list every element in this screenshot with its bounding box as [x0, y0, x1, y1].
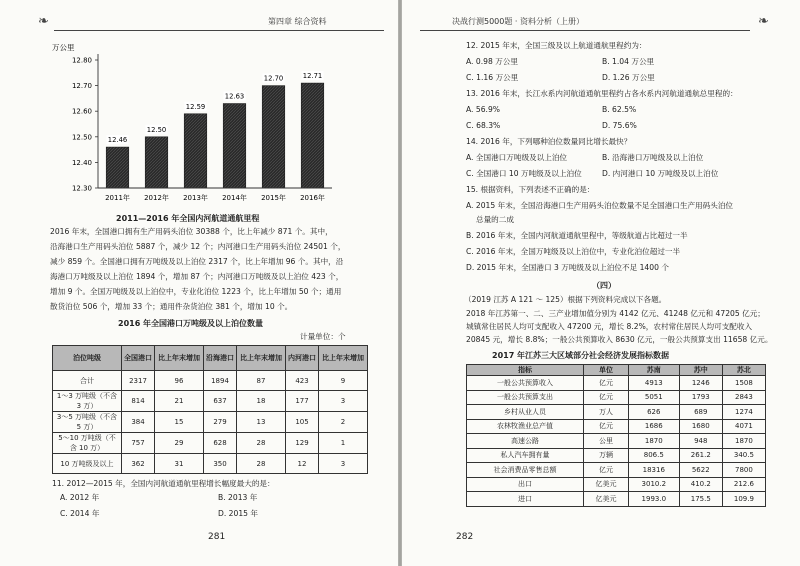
value-cell: 1870 — [628, 434, 679, 449]
value-cell: 279 — [204, 412, 237, 433]
row-label-cell: 1～3 万吨级（不含 3 万） — [53, 391, 122, 412]
value-cell: 12 — [286, 454, 319, 474]
ornament-icon: ❧ — [758, 14, 769, 29]
paragraph-line: 减少 859 个。全国港口拥有万吨级及以上泊位 2317 个，比上年增加 96 个。其中，沿 — [50, 257, 344, 266]
value-cell: 350 — [204, 454, 237, 474]
q12-option-d[interactable]: D. 1.26 万公里 — [602, 73, 655, 82]
q13-option-c[interactable]: C. 68.3% — [466, 121, 501, 130]
value-label: 12.70 — [263, 74, 284, 83]
y-axis-label: 万公里 — [52, 43, 75, 52]
question-14: 14. 2016 年，下列哪种泊位数量同比增长最快？ — [466, 137, 632, 146]
value-cell: 1793 — [679, 390, 722, 405]
y-tick-label: 12.40 — [71, 158, 92, 167]
q15-option-c[interactable]: C. 2016 年末，全国万吨级及以上泊位中，专业化泊位超过一半 — [466, 247, 681, 256]
value-cell: 806.5 — [628, 448, 679, 463]
q15-option-a[interactable]: A. 2015 年末，全国沿海港口生产用码头泊位数量不足全国港口生产用码头泊位 — [466, 201, 734, 210]
table-row — [53, 412, 368, 433]
q13-option-d[interactable]: D. 75.6% — [602, 121, 637, 130]
value-cell: 814 — [122, 391, 155, 412]
value-cell: 1686 — [628, 419, 679, 434]
y-tick-label: 12.60 — [71, 107, 92, 116]
bar-2013年 — [184, 114, 207, 188]
value-cell: 261.2 — [679, 448, 722, 463]
value-cell: 公里 — [584, 434, 629, 449]
value-cell: 109.9 — [722, 492, 765, 507]
y-tick-label: 12.80 — [71, 56, 92, 65]
bars — [106, 71, 324, 188]
value-cell: 410.2 — [679, 477, 722, 492]
column-header: 比上年末增加 — [155, 346, 204, 371]
row-label-cell: 农林牧渔业总产值 — [467, 419, 584, 434]
value-cell: 亿元 — [584, 419, 629, 434]
value-cell: 1508 — [722, 376, 765, 391]
value-cell: 1 — [319, 433, 368, 454]
paragraph-line: 2016 年末，全国港口拥有生产用码头泊位 30388 个，比上年减少 871 个。其中， — [50, 227, 333, 236]
value-cell: 177 — [286, 391, 319, 412]
value-cell: 1870 — [722, 434, 765, 449]
question-13: 13. 2016 年末，长江水系内河航道通航里程约占各水系内河航道通航总里程的： — [466, 89, 738, 98]
port-table-unit: 计量单位：个 — [300, 332, 346, 341]
question-12: 12. 2015 年末，全国三级及以上航道通航里程约为： — [466, 41, 647, 50]
row-label-cell: 私人汽车拥有量 — [467, 448, 584, 463]
x-ticks — [105, 193, 325, 202]
value-cell: 亿元 — [584, 463, 629, 478]
value-cell: 212.6 — [722, 477, 765, 492]
right-page — [402, 0, 800, 566]
value-cell: 28 — [237, 433, 286, 454]
jiangsu-table-title: 2017 年江苏三大区域部分社会经济发展指标数据 — [492, 351, 670, 360]
value-cell: 87 — [237, 371, 286, 391]
row-label-cell: 5～10 万吨级（不含 10 万） — [53, 433, 122, 454]
value-cell: 689 — [679, 405, 722, 420]
table-row — [53, 371, 368, 391]
value-cell: 15 — [155, 412, 204, 433]
row-label-cell: 乡村从业人员 — [467, 405, 584, 420]
q14-option-d[interactable]: D. 内河港口 10 万吨级及以上泊位 — [602, 169, 719, 178]
paragraph-line: 增加 9 个。全国万吨级及以上泊位中，专业化泊位 1223 个，比上年增加 50 个；通用 — [50, 287, 342, 296]
row-label-cell: 进口 — [467, 492, 584, 507]
paragraph-line: 沿海港口生产用码头泊位 5887 个，减少 12 个；内河港口生产用码头泊位 24501 个， — [50, 242, 346, 251]
q14-option-a[interactable]: A. 全国港口万吨级及以上泊位 — [466, 153, 568, 162]
value-cell: 4071 — [722, 419, 765, 434]
table-row — [53, 433, 368, 454]
question-11: 11. 2012—2015 年，全国内河航道通航里程增长幅度最大的是： — [52, 479, 275, 488]
value-cell: 亿元 — [584, 376, 629, 391]
paragraph-line: 海港口万吨级及以上泊位 1894 个，增加 87 个；内河港口万吨级及以上泊位 423 个， — [50, 272, 344, 281]
q12-option-a[interactable]: A. 0.98 万公里 — [466, 57, 518, 66]
column-header: 单位 — [584, 365, 629, 376]
value-label: 12.46 — [107, 136, 128, 145]
q11-option-c[interactable]: C. 2014 年 — [60, 509, 100, 518]
value-cell: 1274 — [722, 405, 765, 420]
column-header: 沿海港口 — [204, 346, 237, 371]
row-label-cell: 3～5 万吨级（不含 5 万） — [53, 412, 122, 433]
table-row — [467, 390, 766, 405]
value-cell: 5622 — [679, 463, 722, 478]
value-label: 12.50 — [146, 125, 167, 134]
row-label-cell: 合计 — [53, 371, 122, 391]
q15-option-b[interactable]: B. 2016 年末，全国内河航道通航里程中，等级航道占比超过一半 — [466, 231, 688, 240]
bar-2016年 — [301, 83, 324, 188]
value-cell: 21 — [155, 391, 204, 412]
column-header: 比上年末增加 — [319, 346, 368, 371]
paragraph-line: 20845 元，增长 8.8%；一般公共预算收入 8630 亿元，一般公共预算支出 11658 亿元。 — [466, 335, 773, 344]
column-header: 比上年末增加 — [237, 346, 286, 371]
question-15: 15. 根据资料，下列表述不正确的是： — [466, 185, 595, 194]
x-tick-label: 2011年 — [105, 194, 130, 202]
value-cell: 13 — [237, 412, 286, 433]
value-cell: 9 — [319, 371, 368, 391]
value-cell: 3010.2 — [628, 477, 679, 492]
column-header: 苏中 — [679, 365, 722, 376]
table-row — [467, 376, 766, 391]
value-cell: 2843 — [722, 390, 765, 405]
left-page-number: 281 — [208, 532, 226, 542]
column-header: 指标 — [467, 365, 584, 376]
left-header-rule — [54, 30, 384, 31]
q11-option-d[interactable]: D. 2015 年 — [218, 509, 259, 518]
paragraph-line: 2018 年江苏第一、二、三产业增加值分别为 4142 亿元、41248 亿元和 47205 亿元； — [466, 309, 765, 318]
value-cell: 1680 — [679, 419, 722, 434]
value-cell: 175.5 — [679, 492, 722, 507]
value-cell: 105 — [286, 412, 319, 433]
row-label-cell: 高速公路 — [467, 434, 584, 449]
value-cell: 626 — [628, 405, 679, 420]
row-label-cell: 社会消费品零售总额 — [467, 463, 584, 478]
bar-2014年 — [223, 104, 246, 188]
value-cell: 28 — [237, 454, 286, 474]
table-row — [467, 419, 766, 434]
value-label: 12.63 — [224, 92, 245, 101]
paragraph-line: 散货泊位 506 个，增加 33 个；通用件杂货泊位 381 个，增加 10 个。 — [50, 302, 293, 311]
bar-2012年 — [145, 137, 168, 188]
value-cell: 万人 — [584, 405, 629, 420]
value-cell: 亿美元 — [584, 492, 629, 507]
table-row — [53, 454, 368, 474]
value-cell: 1894 — [204, 371, 237, 391]
row-label-cell: 出口 — [467, 477, 584, 492]
value-cell: 亿元 — [584, 390, 629, 405]
right-running-header: 决战行测5000题 · 资料分析（上册） — [452, 17, 584, 26]
x-tick-label: 2013年 — [183, 194, 208, 202]
q11-option-b[interactable]: B. 2013 年 — [218, 493, 258, 502]
bar-chart — [50, 38, 340, 213]
table-row — [467, 492, 766, 507]
bar-2011年 — [106, 147, 129, 188]
value-cell: 18 — [237, 391, 286, 412]
x-tick-label: 2012年 — [144, 194, 169, 202]
x-tick-label: 2015年 — [261, 194, 286, 202]
table-row — [467, 463, 766, 478]
paragraph-line: 城镇常住居民人均可支配收入 47200 元，增长 8.2%，农村常住居民人均可支配收入 — [466, 322, 753, 331]
right-page-number: 282 — [456, 532, 474, 542]
value-cell: 628 — [204, 433, 237, 454]
value-cell: 1246 — [679, 376, 722, 391]
port-table-title: 2016 年全国港口万吨级及以上泊位数量 — [118, 319, 264, 328]
value-cell: 4913 — [628, 376, 679, 391]
table-row — [467, 448, 766, 463]
ornament-icon: ❧ — [38, 14, 49, 29]
q12-option-c[interactable]: C. 1.16 万公里 — [466, 73, 519, 82]
q12-option-b[interactable]: B. 1.04 万公里 — [602, 57, 655, 66]
y-tick-label: 12.50 — [71, 133, 92, 142]
value-cell: 18316 — [628, 463, 679, 478]
value-cell: 948 — [679, 434, 722, 449]
value-cell: 129 — [286, 433, 319, 454]
port-berth-table — [52, 345, 368, 474]
left-page — [0, 0, 398, 566]
column-header: 全国港口 — [122, 346, 155, 371]
x-tick-label: 2014年 — [222, 194, 247, 202]
row-label-cell: 一般公共预算收入 — [467, 376, 584, 391]
value-cell: 万辆 — [584, 448, 629, 463]
q13-option-b[interactable]: B. 62.5% — [602, 105, 637, 114]
value-cell: 2 — [319, 412, 368, 433]
y-tick-label: 12.30 — [71, 184, 92, 193]
table-row — [467, 434, 766, 449]
q14-option-c[interactable]: C. 全国港口 10 万吨级及以上泊位 — [466, 169, 582, 178]
row-label-cell: 10 万吨级及以上 — [53, 454, 122, 474]
value-cell: 96 — [155, 371, 204, 391]
value-cell: 7800 — [722, 463, 765, 478]
column-header: 苏北 — [722, 365, 765, 376]
value-cell: 2317 — [122, 371, 155, 391]
table-row — [467, 477, 766, 492]
value-cell: 1993.0 — [628, 492, 679, 507]
value-cell: 423 — [286, 371, 319, 391]
section-label: （四） — [592, 281, 616, 290]
q14-option-b[interactable]: B. 沿海港口万吨级及以上泊位 — [602, 153, 704, 162]
x-tick-label: 2016年 — [300, 194, 325, 202]
value-label: 12.71 — [302, 72, 323, 81]
value-cell: 757 — [122, 433, 155, 454]
value-label: 12.59 — [185, 102, 206, 111]
jiangsu-indicator-table — [466, 364, 766, 507]
value-cell: 3 — [319, 391, 368, 412]
left-running-header: 第四章 综合资料 — [268, 17, 327, 26]
q15-option-d[interactable]: D. 2015 年末，全国港口 3 万吨级及以上泊位不足 1400 个 — [466, 263, 669, 272]
value-cell: 637 — [204, 391, 237, 412]
table-row — [53, 391, 368, 412]
column-header: 苏南 — [628, 365, 679, 376]
y-tick-label: 12.70 — [71, 82, 92, 91]
q13-option-a[interactable]: A. 56.9% — [466, 105, 501, 114]
value-cell: 3 — [319, 454, 368, 474]
bar-2015年 — [262, 86, 285, 188]
value-cell: 362 — [122, 454, 155, 474]
value-cell: 384 — [122, 412, 155, 433]
value-cell: 29 — [155, 433, 204, 454]
section-intro: （2019 江苏 A 121 ～ 125）根据下列资料完成以下各题。 — [464, 295, 667, 304]
column-header: 内河港口 — [286, 346, 319, 371]
q11-option-a[interactable]: A. 2012 年 — [60, 493, 100, 502]
table-row — [467, 405, 766, 420]
row-label-cell: 一般公共预算支出 — [467, 390, 584, 405]
value-cell: 5051 — [628, 390, 679, 405]
chart-caption: 2011—2016 年全国内河航道通航里程 — [116, 214, 260, 223]
value-cell: 340.5 — [722, 448, 765, 463]
y-ticks — [72, 57, 98, 193]
value-cell: 亿美元 — [584, 477, 629, 492]
column-header: 泊位吨级 — [53, 346, 122, 371]
q15-option-a-cont: 总量的二成 — [476, 215, 514, 224]
value-cell: 31 — [155, 454, 204, 474]
right-header-rule — [420, 30, 750, 31]
